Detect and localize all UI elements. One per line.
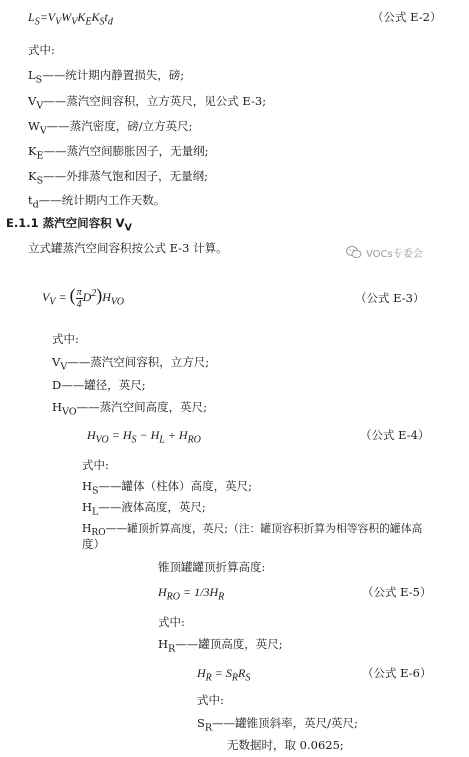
where-label-3: 式中: [82, 458, 109, 472]
def-ke: $K_E——$蒸汽空间膨胀因子，无量纲; [28, 144, 209, 162]
watermark [346, 243, 464, 261]
formula-e3: $V_V$ = ( $\frac{\pi}{4}$ $D^2)H_{VO}$ [42, 285, 124, 310]
cone-roof-heading: 锥顶罐罐顶折算高度: [158, 560, 266, 574]
def-d: D——罐径，英尺; [52, 378, 146, 392]
formula-e3-label: （公式 E-3） [355, 291, 425, 305]
where-label-2: 式中: [52, 332, 79, 346]
formula-e4: $H_{VO} = H_S - H_L + H_{RO}$ [87, 428, 201, 446]
def-sr: $S_R——$罐锥顶斜率，英尺/英尺; [197, 716, 358, 734]
def-hs: $H_S——$罐体（柱体）高度，英尺; [82, 479, 252, 497]
formula-e5-label: （公式 E-5） [362, 585, 432, 599]
where-label-4: 式中: [158, 615, 185, 629]
formula-e5: $H_{RO} = 1/3H_R$ [158, 585, 225, 603]
watermark-text: VOCs专委会 [366, 248, 423, 260]
def-ls: $L_S——$统计期内静置损失，磅; [28, 68, 185, 86]
def-hvo: $H_{VO}——$蒸汽空间高度，英尺; [52, 400, 208, 418]
def-hro: $H_{RO}——$罐顶折算高度，英尺;（注：罐顶容积折算为相等容积的罐体高 [82, 522, 423, 539]
def-hro-cont: 度） [82, 537, 105, 551]
formula-e6: $H_R = S_RR_S$ [197, 666, 251, 684]
wechat-icon [346, 245, 362, 259]
formula-e4-label: （公式 E-4） [360, 428, 430, 442]
def-wv: $W_V——$蒸汽密度，磅/立方英尺; [28, 119, 193, 137]
def-vv: $V_V——$蒸汽空间容积，立方英尺，见公式 E-3; [28, 94, 267, 112]
def-sr-note: 无数据时，取 0.0625; [227, 738, 344, 752]
formula-e6-label: （公式 E-6） [362, 666, 432, 680]
section-heading: E.1.1 蒸汽空间容积 $V_V$ [6, 216, 132, 234]
formula-e2: $L_S=V_VW_VK_EK_St_d$ [28, 10, 113, 28]
formula-e2-label: （公式 E-2） [372, 10, 442, 24]
def-hr: $H_R——$罐顶高度，英尺; [158, 637, 283, 655]
section-intro: 立式罐蒸汽空间容积按公式 E-3 计算。 [28, 241, 228, 255]
where-label-1: 式中: [28, 43, 55, 57]
def-vv-2: $V_V——$蒸汽空间容积，立方尺; [52, 355, 210, 373]
def-td: $t_d——$统计期内工作天数。 [28, 193, 166, 211]
where-label-5: 式中: [197, 693, 224, 707]
def-ks: $K_S——$外排蒸气饱和因子，无量纲; [28, 169, 209, 187]
def-hl: $H_L——$液体高度，英尺; [82, 500, 206, 518]
